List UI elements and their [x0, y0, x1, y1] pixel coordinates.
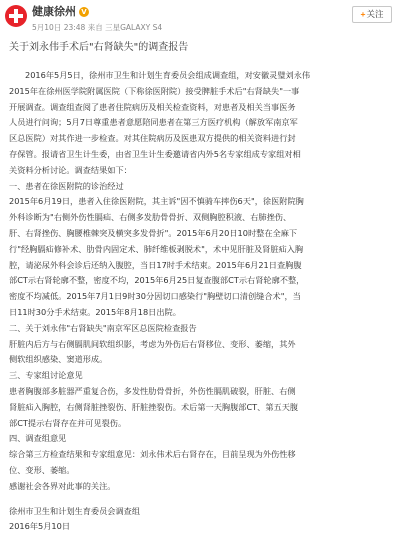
report-line: 肾脏疝入胸腔，右侧肾脏挫裂伤、肝脏挫裂伤。术后第一天胸腹部CT、第五天腹	[9, 401, 299, 412]
section-heading: 三、专家组讨论意见	[9, 370, 83, 381]
report-signature: 徐州市卫生和计划生育委员会调查组	[9, 505, 141, 516]
report-line: 外科诊断为"右侧外伤性膈疝、右侧多发肋骨骨折、双侧胸腔积液、右肺挫伤、	[9, 212, 292, 223]
report-line: 人员进行问询；5月7日尊重患者意愿陪同患者在第三方医疗机构（解放军南京军	[9, 117, 298, 128]
account-name[interactable]: 健康徐州	[32, 5, 76, 18]
report-line: 2015年6月19日，患者入住徐医附院，其主诉"因不慎骑车摔伤6天"，徐医附院胸	[9, 196, 304, 207]
report-line: 肝脏内后方与右侧膈肌间软组织影，考虑为外伤后右肾移位、变形、萎缩，其外	[9, 338, 296, 349]
report-line: 综合第三方检查结果和专家组意见：刘永伟术后右肾存在，目前呈现为外伤性移	[9, 449, 296, 460]
report-date: 2016年5月10日	[9, 521, 71, 532]
report-line: 区总医院）对其作进一步检查。对其住院病历及医患双方提供的相关资料进行封	[9, 133, 296, 144]
report-line: 感谢社会各界对此事的关注。	[9, 480, 116, 491]
section-heading: 二、关于刘永伟"右肾缺失"南京军区总医院检查报告	[9, 322, 197, 333]
health-cross-icon	[5, 5, 27, 27]
account-name-row[interactable]	[32, 5, 89, 19]
report-line: 行"经胸膈疝修补术、肋骨内固定术、肺纤维板剥脱术"，术中见肝脏及肾脏疝入胸	[9, 243, 304, 254]
post-meta: 5月10日 23:48 来自 三星GALAXY S4	[32, 23, 163, 32]
report-line: 2015年在徐州医学院附属医院（下称徐医附院）接受脾脏手术后"右肾缺失"一事	[9, 85, 300, 96]
section-heading: 一、患者在徐医附院的诊治经过	[9, 180, 124, 191]
account-avatar[interactable]	[5, 5, 27, 27]
follow-label: 关注	[366, 9, 384, 19]
report-line: 2016年5月5日，徐州市卫生和计划生育委员会组成调查组，对安徽灵璧刘永伟	[25, 70, 311, 80]
spacer	[9, 495, 393, 504]
post-title: 关于刘永伟手术后"右肾缺失"的调查报告	[9, 42, 189, 53]
report-line: 开展调查。调查组查阅了患者住院病历及相关检查资料，对患者及相关当事医务	[9, 101, 296, 112]
report-line: 存保管。报请省卫生计生委，由省卫生计生委邀请省内外5名专家组成专家组对相	[9, 148, 301, 159]
report-line: 关资料分析讨论。调查结果如下：	[9, 164, 132, 175]
report-line: 患者胸腹部多脏器严重复合伤，多发性肋骨骨折，外伤性膈肌破裂，肝脏、右侧	[9, 385, 296, 396]
verified-badge-icon: V	[79, 7, 89, 17]
report-line: 部CT提示右肾存在并可见裂伤。	[9, 417, 127, 428]
report-line: 位、变形、萎缩。	[9, 464, 75, 475]
follow-button[interactable]	[352, 6, 392, 23]
plus-icon: +	[360, 9, 366, 19]
post-header	[0, 0, 400, 60]
section-heading: 四、调查组意见	[9, 433, 67, 444]
report-line: 密度不均减低。2015年7月1日9时30分因切口感染行"胸壁切口清创缝合术"，当	[9, 291, 301, 302]
report-line: 日11时30分手术结束。2015年8月18日出院。	[9, 306, 181, 317]
report-line: 侧软组织感染、窦道形成。	[9, 354, 108, 365]
report-line: 肝、右肾挫伤、胸腰椎棘突及横突多发骨折"。2015年6月20日10时整在全麻下	[9, 227, 298, 238]
report-line: 腔，请泌尿外科会诊后还纳入腹腔，当日17时手术结束。2015年6月21日查胸腹	[9, 259, 302, 270]
report-body	[9, 68, 393, 535]
report-line: 部CT示右肾轮廓不整，密度不均，2015年6月25日复查腹部CT示右肾轮廓不整，	[9, 275, 305, 286]
